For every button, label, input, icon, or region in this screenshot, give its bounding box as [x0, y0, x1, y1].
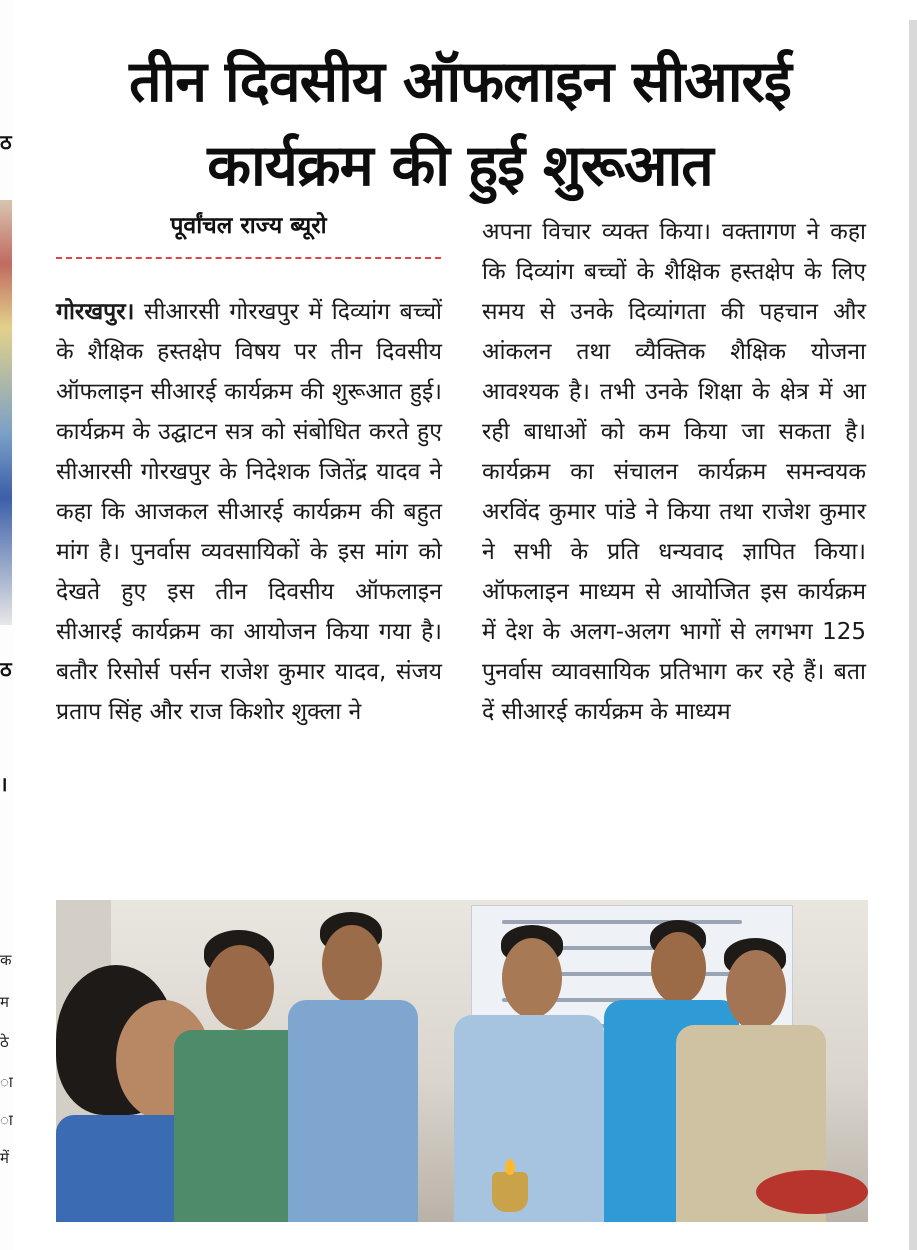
article-column-right [482, 212, 866, 732]
byline: पूर्वांचल राज्य ब्यूरो [170, 213, 327, 239]
adjacent-text-fragment: । [0, 772, 8, 796]
article-body-left: सीआरसी गोरखपुर में दिव्यांग बच्चों के शैक्षिक हस्तक्षेप विषय पर तीन दिवसीय ऑफलाइन सीआरई कार्यक्रम की शुरूआत हुई। कार्यक्रम के उद्घाटन सत्र को संबोधित करते हुए सीआरसी गोरखपुर के निदेशक जितेंद्र यादव ने कहा कि आजकल सीआरई कार्यक्रम की बहुत मांग है। पुनर्वास व्यवसायिकों के इस मांग को देखते हुए इस तीन दिवसीय ऑफलाइन सीआरई कार्यक्रम का आयोजन किया गया है। बतौर रिसोर्स पर्सन राजेश कुमार यादव, संजय प्रताप सिंह और राज किशोर शुक्ला ने [56, 299, 443, 725]
lamp-flame [505, 1159, 515, 1175]
event-photo [56, 900, 868, 1222]
adjacent-text-fragment: ा [0, 1073, 13, 1091]
headline-line-1: तीन दिवसीय ऑफलाइन सीआरई [129, 49, 791, 115]
adjacent-text-fragment: म [0, 993, 9, 1011]
headline [30, 40, 890, 208]
adjacent-text-fragment: ा [0, 1111, 13, 1129]
adjacent-page-edge [0, 0, 14, 1250]
adjacent-text-fragment: ठ [0, 657, 12, 681]
adjacent-text-fragment: ठ [0, 130, 12, 154]
page-edge-shadow [909, 20, 917, 1250]
dateline: गोरखपुर। [56, 299, 135, 325]
article-column-left [56, 292, 442, 732]
oil-lamp [492, 1172, 528, 1212]
article-body-right: अपना विचार व्यक्त किया। वक्तागण ने कहा कि दिव्यांग बच्चों के शैक्षिक हस्तक्षेप के लिए समय से उनके दिव्यांगता की पहचान और आंकलन तथा व्यैक्तिक शैक्षिक योजना आवश्यक है। तभी उनके शिक्षा के क्षेत्र में आ रही बाधाओं को कम किया जा सकता है। कार्यक्रम का संचालन कार्यक्रम समन्वयक अरविंद कुमार पांडे ने किया तथा राजेश कुमार ने सभी के प्रति धन्यवाद ज्ञापित किया। ऑफलाइन माध्यम से आयोजित इस कार्यक्रम में देश के अलग-अलग भागों से लगभग 125 पुनर्वास व्यावसायिक प्रतिभाग कर रहे हैं। बता दें सीआरई कार्यक्रम के माध्यम [482, 219, 866, 725]
adjacent-photo-fragment [0, 200, 12, 625]
adjacent-text-fragment: ठे [0, 1033, 9, 1051]
byline-divider [56, 257, 441, 259]
headline-line-2: कार्यक्रम की हुई शुरूआत [207, 133, 713, 199]
adjacent-text-fragment: में [0, 1149, 9, 1167]
adjacent-text-fragment: क [0, 951, 12, 969]
flower-plate [756, 1170, 868, 1214]
